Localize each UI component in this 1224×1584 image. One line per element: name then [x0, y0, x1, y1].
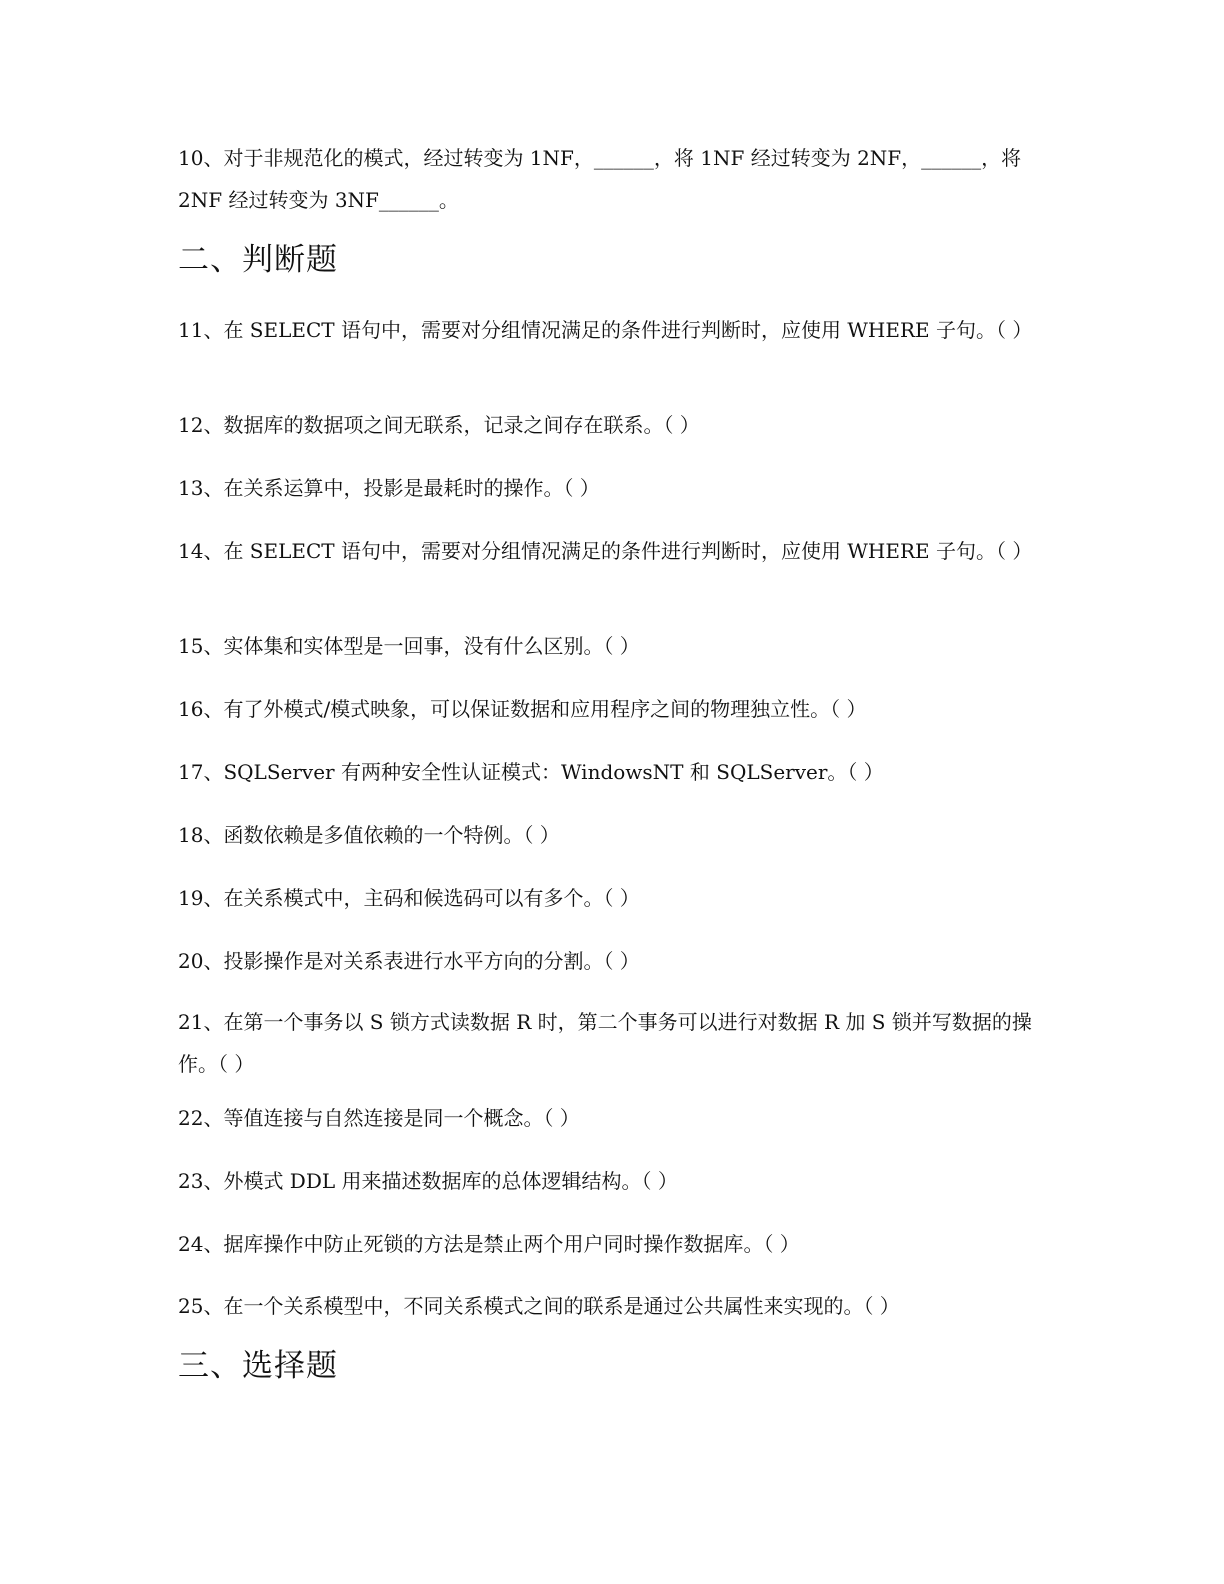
section-heading-choice: 三、选择题: [178, 1348, 338, 1384]
question-16: 16、有了外模式/模式映象，可以保证数据和应用程序之间的物理独立性。（ ）: [178, 697, 867, 721]
question-25: 25、在一个关系模型中，不同关系模式之间的联系是通过公共属性来实现的。（ ）: [178, 1294, 900, 1318]
question-19: 19、在关系模式中，主码和候选码可以有多个。（ ）: [178, 886, 640, 910]
question-24: 24、据库操作中防止死锁的方法是禁止两个用户同时操作数据库。（ ）: [178, 1232, 800, 1256]
section-heading-judgement: 二、判断题: [178, 242, 338, 278]
question-10: 10、对于非规范化的模式，经过转变为 1NF，______，将 1NF 经过转变为 2NF，______，将 2NF 经过转变为 3NF______。: [178, 146, 1028, 212]
question-21: 21、在第一个事务以 S 锁方式读数据 R 时，第二个事务可以进行对数据 R 加 S 锁并写数据的操作。（ ）: [178, 1010, 1032, 1076]
question-22: 22、等值连接与自然连接是同一个概念。（ ）: [178, 1106, 580, 1130]
question-23: 23、外模式 DDL 用来描述数据库的总体逻辑结构。（ ）: [178, 1169, 678, 1193]
question-14: 14、在 SELECT 语句中，需要对分组情况满足的条件进行判断时，应使用 WHERE 子句。（ ）: [178, 539, 1033, 563]
question-20: 20、投影操作是对关系表进行水平方向的分割。（ ）: [178, 949, 640, 973]
question-11: 11、在 SELECT 语句中，需要对分组情况满足的条件进行判断时，应使用 WHERE 子句。（ ）: [178, 318, 1033, 342]
question-13: 13、在关系运算中，投影是最耗时的操作。（ ）: [178, 476, 600, 500]
question-12: 12、数据库的数据项之间无联系，记录之间存在联系。（ ）: [178, 413, 700, 437]
question-15: 15、实体集和实体型是一回事，没有什么区别。（ ）: [178, 634, 640, 658]
question-17: 17、SQLServer 有两种安全性认证模式：WindowsNT 和 SQLServer。（ ）: [178, 760, 884, 784]
question-18: 18、函数依赖是多值依赖的一个特例。（ ）: [178, 823, 560, 847]
